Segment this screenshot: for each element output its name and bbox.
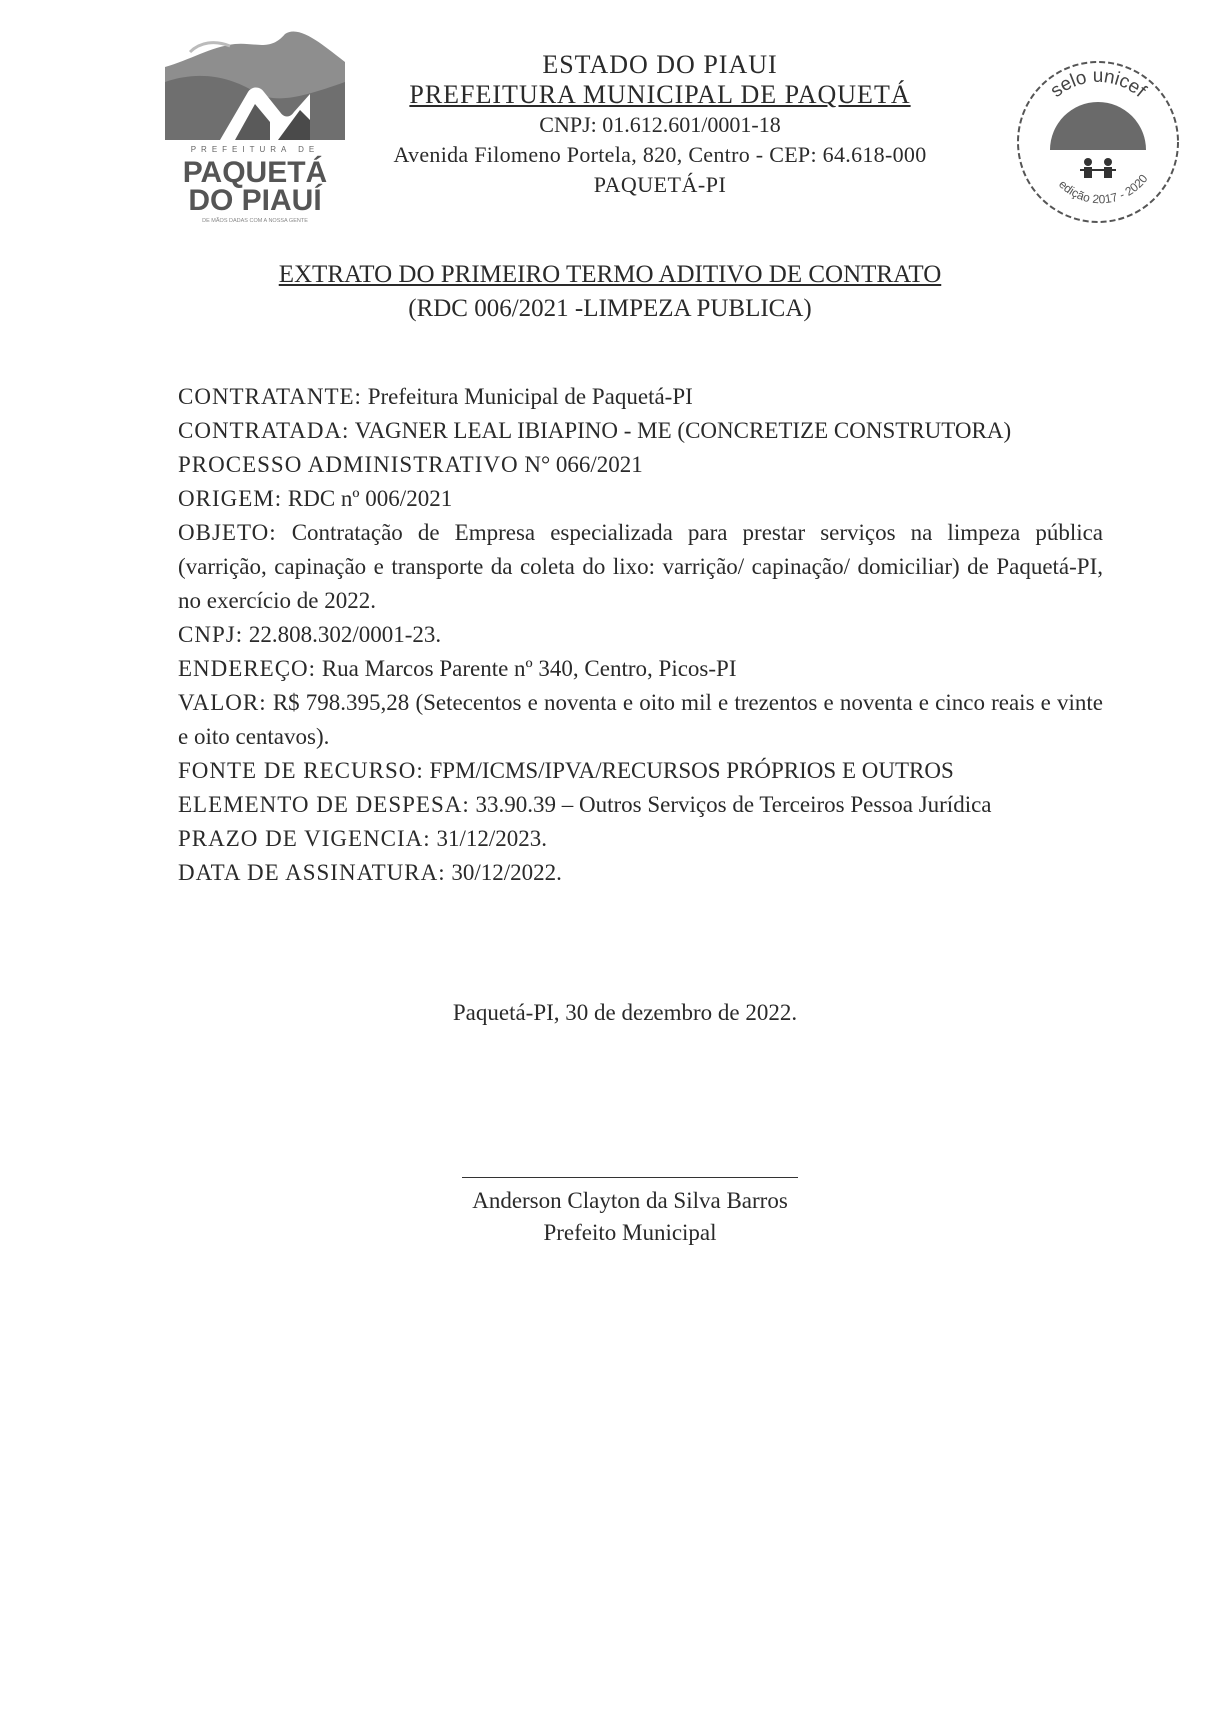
field-contratada: [178, 414, 1103, 448]
signer-role: Prefeito Municipal: [543, 1220, 717, 1245]
field-processo: [178, 448, 1103, 482]
field-label: PRAZO DE VIGENCIA:: [178, 826, 431, 851]
field-cnpj: [178, 618, 1103, 652]
field-contratante: [178, 380, 1103, 414]
children-icon: [1080, 158, 1116, 178]
signature-line: [462, 1177, 798, 1178]
prefecture-address: Avenida Filomeno Portela, 820, Centro - CEP: 64.618-000: [393, 142, 927, 167]
prefecture-city: PAQUETÁ-PI: [593, 172, 727, 197]
field-elemento: [178, 788, 1103, 822]
prefecture-name: PREFEITURA MUNICIPAL DE PAQUETÁ: [409, 80, 911, 109]
field-label: ORIGEM:: [178, 486, 283, 511]
field-label: ENDEREÇO:: [178, 656, 317, 681]
field-label: DATA DE ASSINATURA:: [178, 860, 446, 885]
field-value: FPM/ICMS/IPVA/RECURSOS PRÓPRIOS E OUTROS: [429, 758, 954, 783]
signer-name: Anderson Clayton da Silva Barros: [472, 1188, 788, 1213]
field-value: 31/12/2023.: [436, 826, 547, 851]
field-label: CONTRATADA:: [178, 418, 350, 443]
field-value: Prefeitura Municipal de Paquetá-PI: [367, 384, 693, 409]
field-label: ELEMENTO DE DESPESA:: [178, 792, 470, 817]
field-label: OBJETO:: [178, 520, 277, 545]
place-date: Paquetá-PI, 30 de dezembro de 2022.: [452, 1000, 798, 1025]
field-label: CNPJ:: [178, 622, 244, 647]
field-value: 22.808.302/0001-23.: [248, 622, 442, 647]
prefecture-cnpj: CNPJ: 01.612.601/0001-18: [539, 112, 781, 137]
signature-block: [350, 1185, 910, 1249]
field-label: CONTRATANTE:: [178, 384, 362, 409]
field-value: 30/12/2022.: [451, 860, 562, 885]
logo-tagline: DE MÃOS DADAS COM A NOSSA GENTE: [202, 218, 308, 224]
field-prazo: [178, 822, 1103, 856]
field-label: PROCESSO ADMINISTRATIVO: [178, 452, 519, 477]
field-endereco: [178, 652, 1103, 686]
field-value: R$ 798.395,28 (Setecentos e noventa e oito mil e trezentos e noventa e cinco reais e vinte e oito centavos).: [178, 690, 1104, 749]
seal-bottom-text: edição 2017 - 2020: [1056, 171, 1151, 207]
hills-emblem-icon: [165, 32, 345, 140]
field-data-assinatura: [178, 856, 1103, 890]
field-fonte: [178, 754, 1103, 788]
field-value: Contratação de Empresa especializada para prestar serviços na limpeza pública (varrição, capinação e transporte da coleta do lixo: varrição/ capinação/ domiciliar) de Paquetá-PI, no exercício de 2022.: [178, 520, 1104, 613]
seal-top-text: selo unicef: [1046, 66, 1150, 102]
field-value: RDC nº 006/2021: [287, 486, 453, 511]
contract-fields: [178, 380, 1103, 890]
state-name: ESTADO DO PIAUI: [542, 50, 778, 79]
field-value: VAGNER LEAL IBIAPINO - ME (CONCRETIZE CONSTRUTORA): [354, 418, 1012, 443]
field-value: Rua Marcos Parente nº 340, Centro, Picos-PI: [321, 656, 737, 681]
svg-text:edição 2017 - 2020: [1056, 171, 1151, 206]
field-value: 33.90.39 – Outros Serviços de Terceiros Pessoa Jurídica: [475, 792, 992, 817]
field-label: FONTE DE RECURSO:: [178, 758, 424, 783]
field-objeto: [178, 516, 1103, 618]
logo-name-line2: DO PIAUÍ: [188, 184, 322, 217]
unicef-seal: [1008, 52, 1188, 232]
field-valor: [178, 686, 1103, 754]
logo-top-text: PREFEITURA DE: [190, 145, 320, 154]
field-label: VALOR:: [178, 690, 267, 715]
field-origem: [178, 482, 1103, 516]
field-value: N° 066/2021: [524, 452, 643, 477]
title-line-2: (RDC 006/2021 -LIMPEZA PUBLICA): [408, 295, 812, 322]
document-title: [210, 258, 1010, 326]
logo-name-line1: PAQUETÁ: [182, 156, 328, 189]
letterhead: [330, 50, 990, 200]
title-line-1: EXTRATO DO PRIMEIRO TERMO ADITIVO DE CONTRATO: [278, 261, 942, 288]
municipality-logo: [160, 22, 350, 227]
sun-icon: [1050, 102, 1146, 150]
